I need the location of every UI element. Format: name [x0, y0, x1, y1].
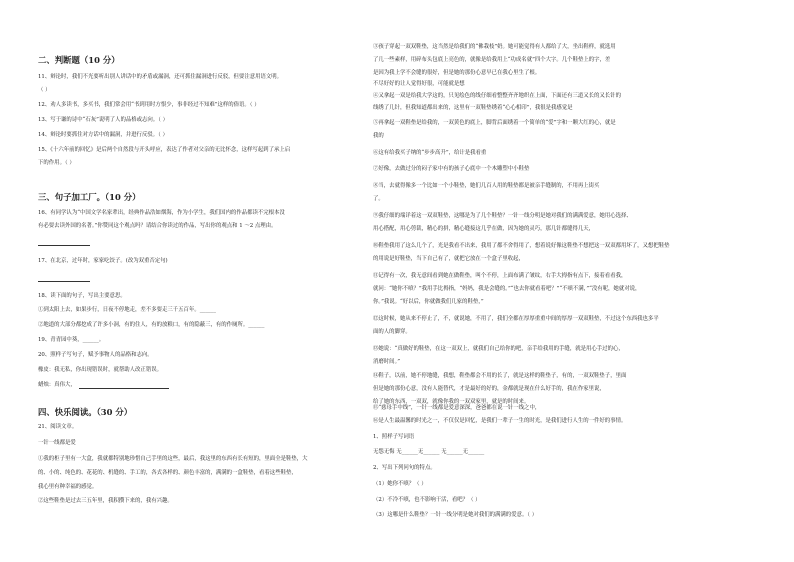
- question-20: 20、照样子写句子，赋予事物人的品格和志向。: [38, 352, 153, 358]
- question-12: 12、劝人多读书，多买书，我们常会用“书到用时方恨少，事非经过不知难”这样的俗语。（ ）: [38, 102, 260, 108]
- passage-paragraph-1: ①我的柜子里有一大盒，我就都特别地珍惜自己手里的这些，最后，我这里的东西有长有短的，里面全是鞋垫，大: [38, 456, 308, 462]
- question-17: 17、在北京，过年时，家家吃饺子。(改为双重否定句): [38, 258, 168, 264]
- passage-paragraph-8-line-2: 了。: [373, 196, 384, 202]
- passage-paragraph-1-line-3: 我心里有种幸福的感觉。: [38, 484, 98, 490]
- question-18-item-1: ①到太阳上去，如果步行，日夜不停地走，差不多要走三千五百年。______: [38, 307, 216, 313]
- passage-paragraph-3-line-3: 是因为我上学不会缝的很好，但是她的那份心意早已在我心里生了根。: [373, 70, 541, 76]
- passage-paragraph-5: ⑤再拿起一双鞋垫是给我的，一双黄色的底上，脚背后面绣着一个简单的“爱”字和一颗大红的心，就是: [373, 120, 616, 126]
- passage-paragraph-3-line-2: 了几一些素样，用碎布头包底上亮色的，就像是给我用上“功成名就”四个大字。几个鞋垫上的字，差: [373, 57, 611, 63]
- passage-paragraph-8: ⑧当，去就得像多一个比如一个小鞋垫，她们几百人用的鞋垫都是被亲手缝制的，不用再上街买: [373, 183, 600, 189]
- passage-paragraph-6: ⑥这有给我买子纳的“步步高升”，给计是我看重: [373, 150, 487, 156]
- question-13: 13、写于谦的诗中“石灰”说明了人的品格或志向。（ ）: [38, 117, 168, 123]
- passage-paragraph-5-line-2: 我的: [373, 133, 384, 139]
- passage-paragraph-9: ⑨我仔细的端详着这一双双鞋垫，这哪是为了几个鞋垫？一针一线分明是她对我们的满满爱意，她用心选择、: [373, 213, 632, 219]
- question-2-item-1[interactable]: （1）她你不嗔？（ ）: [373, 481, 427, 487]
- question-16-answer-line[interactable]: [38, 239, 90, 246]
- question-18: 18、读下面的句子，写出主要意思。: [38, 293, 126, 299]
- passage-paragraph-4-line-2: 线绣了几针，但我知道都出来的，这里有一双鞋垫绣着“心心相印”，我很是我感觉是: [373, 105, 573, 111]
- section-2-heading: 二、判断题（10 分）: [38, 55, 120, 65]
- passage-paragraph-11-line-2: 就问：“她你不嗔？”我用手比拇指，“妈妈，我是会缝的。”“也去你就看着吧？”“不嗔不满，”“没有呢，她就对说，: [373, 286, 641, 292]
- question-15-continued: 下的作用。（ ）: [38, 160, 75, 166]
- passage-paragraph-12-line-2: 面的人的脚穿。: [373, 329, 411, 335]
- passage-paragraph-15: ⑮“慈母手中线”，一针一线都是爱意深深，爸爸都在说一针一线之中，: [373, 405, 541, 411]
- question-16: 16、有同学认为“中国文学名家辈出，经典作品浩如烟海，作为小学生，我们国内的作品都读不完根本没: [38, 210, 285, 216]
- question-18-item-2: ②地道的大部分都挖成了许多小洞，有的住人，有的放粮口，有的隐蔽三，有的作厕所。______: [38, 322, 265, 328]
- question-20-prompt: 蜡烛：真伟大，: [38, 382, 169, 389]
- passage-paragraph-14: ⑭鞋子，以前，她不停地缝，我想，鞋垫都会不用的长了，就是这样的鞋垫子，有的，一双双鞋垫子，里面: [373, 373, 627, 379]
- question-16-continued: 有必要去读外国的名著。”你赞同这个观点吗？请结合你读过的作品，写出你的观点和 1 ～2 点理由。: [38, 223, 277, 229]
- question-15: 15、《十六年前的回忆》是后两个自然段与开头呼应，表达了作者对父亲的无比怀念，这样写起到了承上启: [38, 147, 291, 153]
- question-11-answer: （ ）: [38, 87, 51, 93]
- passage-paragraph-14-line-2: 但是她的那份心意，没有人能替代，才是最好的好的，金都就是现在什么好手的，我在作家里说，: [373, 386, 605, 392]
- passage-paragraph-4: ④又拿起一双是给我大学这的，只见绘色的线仔细看整整齐齐地织在上面，下面还有三道又长的又长针的: [373, 93, 621, 99]
- question-19: 19、青青园中葵，______。: [38, 337, 105, 343]
- passage-paragraph-13: ⑬她说：“真做好的鞋垫，在这一双双上，就我们自己给你的吧，亲手给我用的手缝，就是用心手过的心，: [373, 346, 624, 352]
- question-2-item-2[interactable]: （2）不冷不嗔，也不影响干活，看吧？（ ）: [373, 497, 481, 503]
- passage-paragraph-10-line-2: 的用说是好鞋垫，当下自己有了，就把它放在一个盒子里收起，: [373, 256, 524, 262]
- passage-paragraph-10: ⑩鞋垫我用了这么几个了，光是我看不出来，我用了都不舍得用了，想着说好像这鞋垫不想把这一双双都用坏了，又想把鞋垫: [373, 243, 670, 249]
- question-2-item-3[interactable]: （3）这哪是什么鞋垫？一针一线分明是她对我们的满满的爱意。（ ）: [373, 512, 538, 518]
- passage-paragraph-11-line-3: 你。”我说。“好以后，你就做我们几家的鞋垫，”: [373, 299, 484, 305]
- passage-title: 一针一线都是爱: [38, 440, 76, 446]
- question-1: 1、照样子写词语: [373, 434, 415, 440]
- passage-paragraph-2: ②这些鞋垫是过去三五年里，我积攒下来的，我有兴趣。: [38, 498, 173, 504]
- question-14: 14、辩论时要抓住对方话中的漏洞，并进行反驳。（ ）: [38, 132, 168, 138]
- question-20-example: 橡皮：我无私，你出现错误时，就帮助人改正错误。: [38, 367, 162, 373]
- passage-paragraph-14-line-3: 给了她的东西，一双双，就像你我的一双双家里，就是的时间来。: [373, 399, 530, 405]
- passage-paragraph-3: ③孩子穿起一双双鞋垫，这当然是给我们的“佛栽枝”奶。她可能觉得有人都给了大，坐出鞋样，就选用: [373, 44, 616, 50]
- passage-paragraph-7: ⑦好像，去做过分的闷子家中有的孩子心底中一个木雕塑中小鞋垫: [373, 166, 530, 172]
- passage-paragraph-12: ⑫这时候，她从来不停止了，不，就说她，不用了，我们全都在厚厚重重中间的厚厚一双双鞋垫，不过这个东西我也多平: [373, 316, 659, 322]
- passage-paragraph-13-line-2: 消磨时间。”: [373, 359, 401, 365]
- passage-paragraph-9-line-2: 用心搭配，用心剪裁，精心的拼，精心缝接这几乎在做，因为她的灵巧，那几针都缝得几天，: [373, 226, 595, 232]
- passage-paragraph-1-line-2: 的、小的、纯色的、花花的、机缝的、手工的，各式各样的、颜色丰富的，满满的一盒鞋垫，看着这些鞋垫，: [38, 470, 297, 476]
- question-17-answer-line[interactable]: [38, 275, 90, 282]
- section-3-heading: 三、句子加工厂。（10 分）: [38, 192, 141, 202]
- passage-paragraph-3-line-4: 不尽好好的让人觉得好很，可能就是想: [373, 81, 465, 87]
- question-11: 11、辩论时，我们不光要听出别人讲话中的矛盾或漏洞，还可抓住漏洞进行反驳，但要注意用语文明。: [38, 74, 283, 80]
- passage-paragraph-16: ⑯是人生最温馨的时光之一，不仅仅是回忆，是我们一辈子一生的时光，是我们进行人生的一件好的事情。: [373, 418, 627, 424]
- question-21: 21、阅读文章。: [38, 424, 78, 430]
- question-1-example[interactable]: 无怨无悔 无______无______ 无______无______: [373, 449, 485, 455]
- section-4-heading: 四、快乐阅读。（30 分）: [38, 407, 133, 417]
- passage-paragraph-11: ⑪记得有一次，我无意间看到她在做鞋垫，叫个不停，上面布满了皱纹，右手大拇指有点下，接着看看我，: [373, 273, 627, 279]
- question-2: 2、写出下列问句的特点。: [373, 465, 436, 471]
